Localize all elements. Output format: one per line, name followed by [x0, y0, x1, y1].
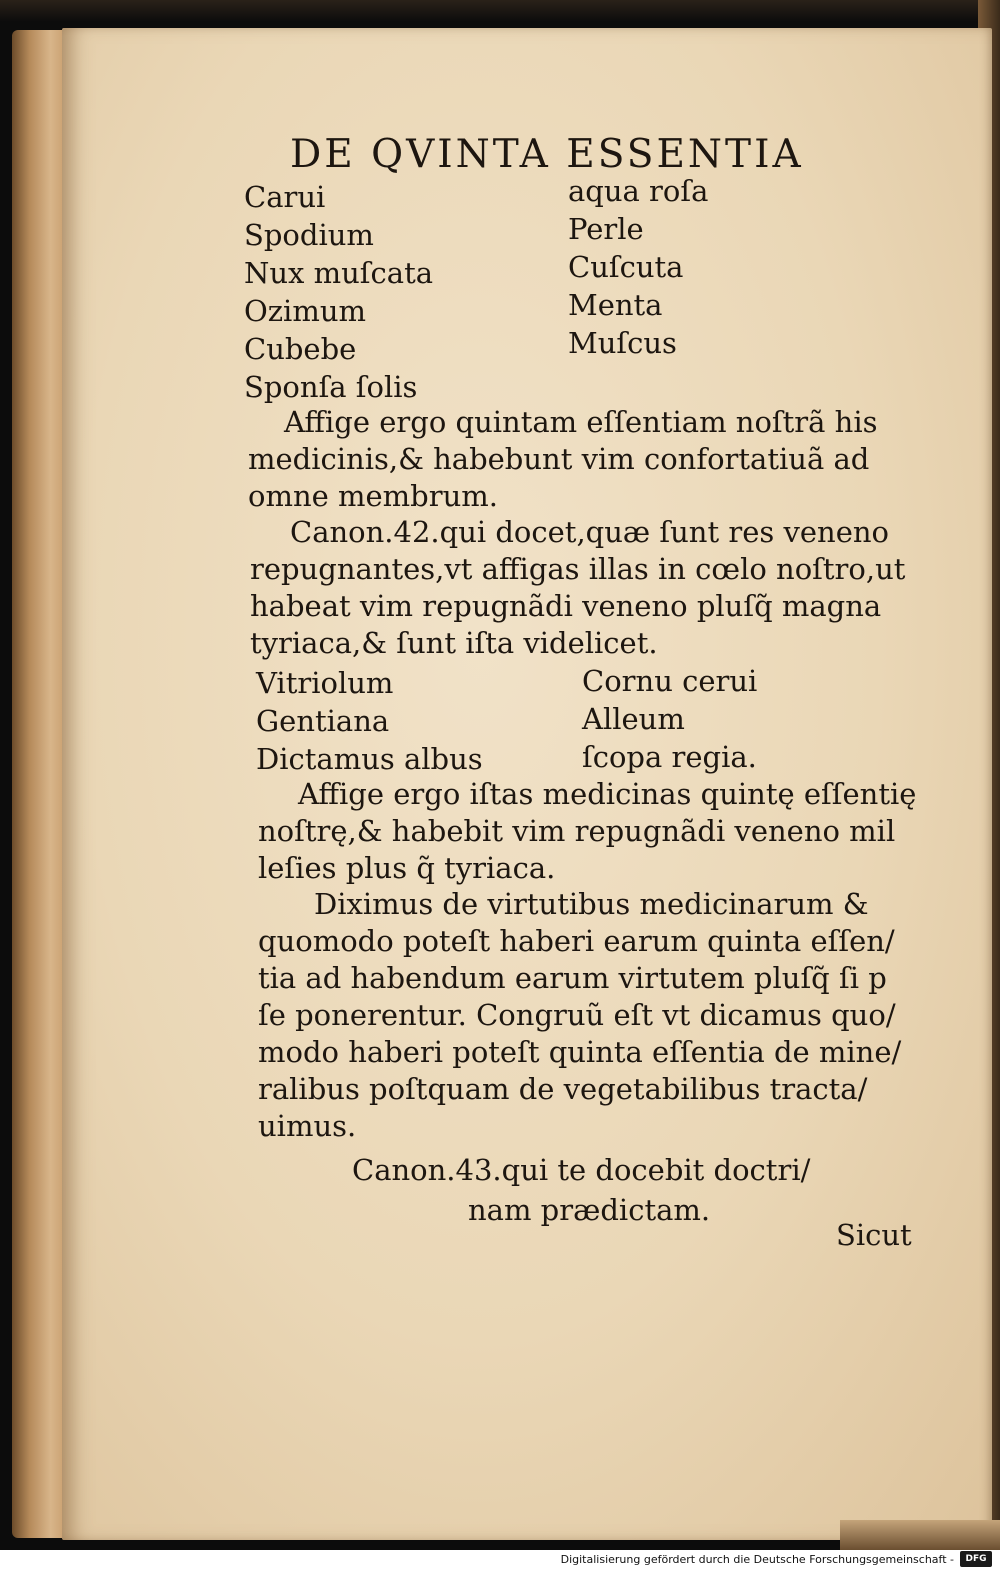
- text-line: Affige ergo iſtas medicinas quintę eſſentię: [298, 777, 917, 811]
- paragraph-3: [258, 776, 916, 887]
- list-item: Gentiana: [256, 704, 390, 738]
- list-item: Cubebe: [244, 332, 357, 366]
- text-line: medicinis,& habebunt vim confortatiuã ad: [248, 442, 870, 476]
- running-title: DE QVINTA ESSENTIA: [290, 132, 804, 177]
- text-line: modo haberi poteſt quinta eſſentia de mine/: [258, 1035, 902, 1069]
- list-item: Spodium: [244, 218, 374, 252]
- footer-credit: Digitalisierung gefördert durch die Deutsche Forschungsgemeinschaft -: [560, 1553, 954, 1566]
- list-item: Sponſa ſolis: [244, 370, 418, 404]
- paragraph-canon-42: [250, 514, 905, 662]
- text-line: ralibus poſtquam de vegetabilibus tracta/: [258, 1072, 868, 1106]
- list-item: Muſcus: [568, 326, 677, 360]
- list-item: Menta: [568, 288, 663, 322]
- list-item: Carui: [244, 180, 326, 214]
- text-line: omne membrum.: [248, 479, 498, 513]
- paragraph-4: [258, 886, 901, 1145]
- paragraph-1: [248, 404, 878, 515]
- ingredient-list-1-left: [244, 178, 433, 406]
- list-item: Vitriolum: [256, 666, 394, 700]
- list-item: Perle: [568, 212, 644, 246]
- text-line: habeat vim repugnãdi veneno pluſq̃ magna: [250, 589, 882, 623]
- book-bottom-edge: [840, 1520, 1000, 1550]
- list-item: Cornu cerui: [582, 664, 758, 698]
- catchword: Sicut: [836, 1218, 912, 1252]
- text-line: Canon.42.qui docet,quæ ſunt res veneno: [290, 515, 889, 549]
- canon-43-heading: [352, 1150, 810, 1230]
- text-line: quomodo poteſt haberi earum quinta eſſen/: [258, 924, 895, 958]
- text-line: nam prædictam.: [468, 1193, 711, 1227]
- list-item: Nux muſcata: [244, 256, 434, 290]
- text-line: Canon.43.qui te docebit doctri/: [352, 1153, 811, 1187]
- text-line: noſtrę,& habebit vim repugnãdi veneno mil: [258, 814, 896, 848]
- list-item: Dictamus albus: [256, 742, 483, 776]
- list-item: ſcopa regia.: [582, 740, 757, 774]
- dfg-logo: DFG: [960, 1551, 992, 1567]
- text-line: tyriaca,& ſunt iſta videlicet.: [250, 626, 658, 660]
- list-item: Ozimum: [244, 294, 367, 328]
- list-item: Alleum: [582, 702, 685, 736]
- list-item: Cuſcuta: [568, 250, 684, 284]
- ingredient-list-2-right: [582, 662, 757, 776]
- text-line: tia ad habendum earum virtutem pluſq̃ ſi p: [258, 961, 887, 995]
- scan-background-top: [0, 0, 1000, 22]
- text-line: uimus.: [258, 1109, 357, 1143]
- ingredient-list-1-right: [568, 172, 708, 362]
- text-line: Affige ergo quintam eſſentiam noſtrã his: [284, 405, 878, 439]
- text-line: ſe ponerentur. Congruũ eſt vt dicamus quo/: [258, 998, 896, 1032]
- ingredient-list-2-left: [256, 664, 483, 778]
- text-line: leſies plus q̃ tyriaca.: [258, 851, 556, 885]
- text-line: Diximus de virtutibus medicinarum &: [314, 887, 869, 921]
- text-line: repugnantes,vt affigas illas in cœlo noſtro,ut: [250, 552, 906, 586]
- list-item: aqua roſa: [568, 174, 709, 208]
